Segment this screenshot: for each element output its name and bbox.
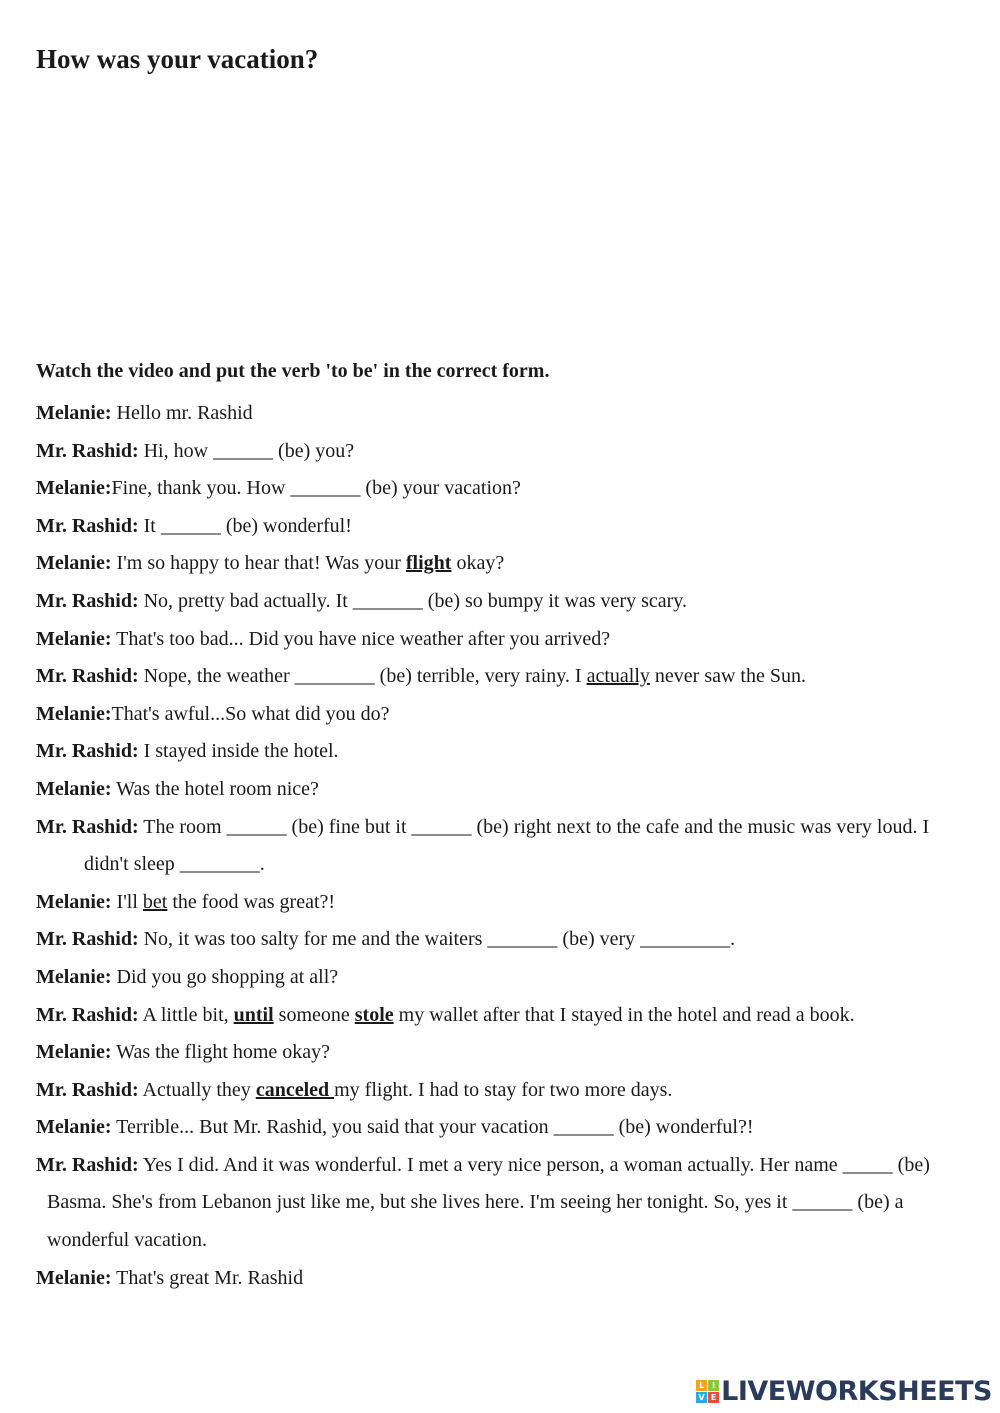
speaker-name: Mr. Rashid: bbox=[36, 589, 139, 612]
vocabulary-word: until bbox=[233, 1003, 274, 1026]
speaker-name: Melanie: bbox=[36, 890, 112, 913]
dialogue-text: okay? bbox=[451, 552, 505, 575]
dialogue-text: The room ______ (be) fine but it ______ (be) right next to the cafe and the music was very loud. I didn't sleep ________. bbox=[84, 815, 930, 876]
speaker-name: Melanie: bbox=[36, 777, 112, 800]
speaker-name: Mr. Rashid: bbox=[36, 514, 139, 537]
page-title: How was your vacation? bbox=[36, 44, 319, 74]
dialogue-text: Terrible... But Mr. Rashid, you said that your vacation ______ (be) wonderful?! bbox=[111, 1116, 754, 1139]
dialogue-line bbox=[36, 433, 966, 471]
dialogue-line bbox=[36, 959, 966, 997]
dialogue-text: Hello mr. Rashid bbox=[111, 402, 253, 424]
vocabulary-word: flight bbox=[405, 552, 452, 575]
dialogue-text: Hi, how ______ (be) you? bbox=[138, 439, 355, 462]
dialogue-line bbox=[36, 621, 966, 659]
speaker-name: Mr. Rashid: bbox=[36, 815, 139, 838]
dialogue-line bbox=[36, 545, 966, 583]
logo-icon bbox=[696, 1380, 719, 1403]
dialogue-line bbox=[36, 733, 966, 771]
dialogue-text: A little bit, bbox=[138, 1003, 234, 1026]
speaker-name: Melanie: bbox=[36, 702, 112, 725]
speaker-name: Mr. Rashid: bbox=[36, 1153, 139, 1176]
speaker-name: Melanie: bbox=[36, 627, 112, 650]
dialogue-text: Was the hotel room nice? bbox=[111, 777, 319, 800]
speaker-name: Melanie: bbox=[36, 402, 112, 424]
dialogue-text: No, it was too salty for me and the waiters _______ (be) very _________. bbox=[138, 928, 736, 951]
brand-name: LIVEWORKSHEETS bbox=[721, 1376, 992, 1407]
dialogue-line bbox=[36, 470, 966, 508]
dialogue-text: That's great Mr. Rashid bbox=[111, 1266, 304, 1289]
dialogue-text: my wallet after that I stayed in the hotel and read a book. bbox=[393, 1003, 855, 1026]
speaker-name: Mr. Rashid: bbox=[36, 439, 139, 462]
dialogue-line bbox=[36, 884, 966, 922]
dialogue-text: the food was great?! bbox=[167, 890, 336, 913]
speaker-name: Melanie: bbox=[36, 552, 112, 575]
speaker-name: Melanie: bbox=[36, 1116, 112, 1139]
dialogue-line bbox=[36, 508, 966, 546]
dialogue-line bbox=[36, 696, 966, 734]
speaker-name: Mr. Rashid: bbox=[36, 1078, 139, 1101]
dialogue-line bbox=[36, 1109, 966, 1147]
dialogue-text: That's too bad... Did you have nice weather after you arrived? bbox=[111, 627, 611, 650]
speaker-name: Melanie: bbox=[36, 477, 112, 500]
dialogue-text: Actually they bbox=[138, 1078, 256, 1101]
logo-tile: I bbox=[708, 1380, 719, 1391]
dialogue-line bbox=[36, 997, 966, 1035]
dialogue-text: No, pretty bad actually. It _______ (be) so bumpy it was very scary. bbox=[138, 589, 687, 612]
dialogue-line bbox=[36, 1034, 966, 1072]
dialogue-line bbox=[36, 1260, 966, 1298]
dialogue-text: Yes I did. And it was wonderful. I met a very nice person, a woman actually. Her name _____ (be) Basma. She's from Lebanon just like me, but she lives here. I'm seeing her tonight. So, yes it ______ (be) a wonderful vacation. bbox=[47, 1153, 930, 1252]
vocabulary-word: stole bbox=[354, 1003, 394, 1026]
vocabulary-word: canceled bbox=[255, 1078, 335, 1101]
dialogue-line bbox=[36, 809, 966, 884]
dialogue-text: Fine, thank you. How _______ (be) your vacation? bbox=[111, 477, 521, 500]
dialogue-text: It ______ (be) wonderful! bbox=[138, 514, 352, 537]
dialogue-line bbox=[36, 658, 966, 696]
liveworksheets-logo[interactable] bbox=[696, 1376, 992, 1407]
speaker-name: Mr. Rashid: bbox=[36, 740, 139, 763]
dialogue-text: That's awful...So what did you do? bbox=[111, 702, 390, 725]
vocabulary-word: bet bbox=[142, 890, 168, 913]
speaker-name: Melanie: bbox=[36, 1041, 112, 1064]
dialogue-text: Nope, the weather ________ (be) terrible, very rainy. I bbox=[138, 665, 587, 688]
dialogue-text: I'll bbox=[111, 890, 143, 913]
speaker-name: Mr. Rashid: bbox=[36, 665, 139, 688]
dialogue-line bbox=[36, 1147, 966, 1260]
dialogue-line bbox=[36, 583, 966, 621]
logo-tile: E bbox=[708, 1392, 719, 1403]
dialogue-line bbox=[36, 921, 966, 959]
speaker-name: Melanie: bbox=[36, 1266, 112, 1289]
dialogue-line bbox=[36, 1072, 966, 1110]
vocabulary-word: actually bbox=[586, 665, 650, 688]
logo-tile: L bbox=[696, 1380, 707, 1391]
instruction-text: Watch the video and put the verb 'to be' in the correct form. bbox=[36, 360, 550, 382]
dialogue-text: I stayed inside the hotel. bbox=[138, 740, 339, 763]
speaker-name: Mr. Rashid: bbox=[36, 1003, 139, 1026]
dialogue-text: Did you go shopping at all? bbox=[111, 965, 339, 988]
speaker-name: Melanie: bbox=[36, 965, 112, 988]
dialogue-line bbox=[36, 771, 966, 809]
speaker-name: Mr. Rashid: bbox=[36, 928, 139, 951]
dialogue-text: never saw the Sun. bbox=[649, 665, 806, 688]
dialogue-text: someone bbox=[273, 1003, 355, 1026]
dialogue bbox=[36, 395, 966, 1297]
dialogue-line bbox=[36, 395, 966, 433]
dialogue-text: my flight. I had to stay for two more days. bbox=[334, 1078, 673, 1101]
dialogue-text: I'm so happy to hear that! Was your bbox=[111, 552, 406, 575]
logo-tile: V bbox=[696, 1392, 707, 1403]
dialogue-text: Was the flight home okay? bbox=[111, 1041, 331, 1064]
